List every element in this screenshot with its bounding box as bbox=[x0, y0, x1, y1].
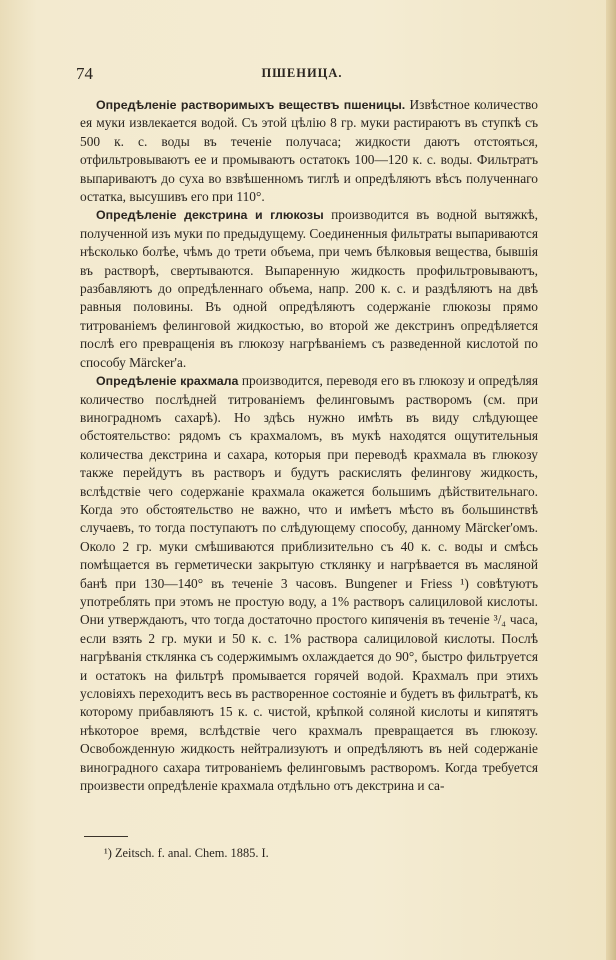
paragraph-dextrin-glucose bbox=[80, 206, 538, 372]
paragraph-soluble-substances bbox=[80, 96, 538, 206]
running-title: ПШЕНИЦА. bbox=[261, 66, 343, 80]
footnote: ¹) Zeitsch. f. anal. Chem. 1885. I. bbox=[104, 846, 269, 860]
paragraph-body: производится въ водной вытяжкѣ, полученной изъ муки по предыдущему. Соединенныя фильтраты выпариваются нѣсколько болѣе, чѣмъ до трети объема, при чемъ бѣлковыя вещества, бывшія въ растворѣ, свертываются. Выпаренную жидкость профильтровываютъ, разбавляютъ до опредѣленнаго объема, напр. 200 к. с. и раздѣляютъ на двѣ равныя половины. Въ одной опредѣляютъ содержаніе глюкозы прямо титрованіемъ фелинговой жидкостью, во второй же декстринъ опредѣляется послѣ его превращенія въ глюкозу нагрѣваніемъ съ разведенной кислотой по способу Märcker'а. bbox=[80, 207, 538, 370]
paragraph-lead: Опредѣленіе растворимыхъ веществъ пшеницы. bbox=[96, 98, 406, 112]
footnote-rule bbox=[84, 836, 128, 837]
page-header bbox=[76, 64, 528, 86]
paragraph-starch bbox=[80, 372, 538, 795]
paragraph-lead: Опредѣленіе декстрина и глюкозы bbox=[96, 208, 324, 223]
page-number: 74 bbox=[76, 64, 93, 83]
page-edge bbox=[606, 0, 616, 960]
paragraph-body: производится, переводя его въ глюкозу и опредѣляя количество послѣдней титрованіемъ фелинговымъ растворомъ (см. при виноградномъ сахарѣ). Но здѣсь нужно имѣть въ виду слѣдующее обстоятельство: рядомъ съ крахмаломъ, въ мукѣ находятся ощутительныя количества декстрина и сахара, которыя при переводѣ крахмала въ глюкозу также перейдутъ въ растворъ и будутъ раскислять фелингову жидкость, вслѣдствіе чего содержаніе крахмала окажется большимъ дѣйствительнаго. Когда это обстоятельство не важно, что и имѣетъ мѣсто въ большинствѣ случаевъ, то тогда поступаютъ по слѣдующему способу, данному Märcker'омъ. Около 2 гр. муки смѣшиваются приблизительно съ 40 к. с. воды и смѣсь помѣщается въ герметически закрытую стклянку и нагрѣвается въ масляной банѣ при 130—140° въ теченіе 3 часовъ. Bungener и Friess ¹) совѣтуютъ употреблять при этомъ не простую воду, а 1% растворъ салициловой кислоты. Они утверждаютъ, что тогда достаточно простого кипяченія въ теченіе ³/₄ часа, если взять 2 гр. муки и 50 к. с. 1% раствора салициловой кислоты. Послѣ нагрѣванія стклянка съ содержимымъ охлаждается до 90°, быстро фильтруется и остатокъ на фильтрѣ промывается горячей водой. Крахмалъ при этихъ условіяхъ переходитъ весь въ растворенное состояніе и будетъ въ фильтратѣ, къ которому прибавляютъ 15 к. с. чистой, крѣпкой соляной кислоты и кипятятъ нѣкоторое время, вслѣдствіе чего крахмалъ превращается въ глюкозу. Освобожденную жидкость нейтрализуютъ и опредѣляютъ въ ней содержаніе виноградного сахара титрованіемъ фелинговымъ растворомъ. Когда требуется произвести опредѣленіе крахмала отдѣльно отъ декстрина и са- bbox=[80, 373, 538, 794]
paragraph-lead: Опредѣленіе крахмала bbox=[96, 374, 239, 389]
body-text bbox=[80, 96, 538, 795]
paragraph-body: Извѣстное количество ея муки извлекается водой. Съ этой цѣлію 8 гр. муки растираютъ въ ступкѣ съ 500 к. с. воды въ теченіе получаса; жидкости даютъ отстояться, отфильтровываютъ ее и промываютъ остатокъ 100—120 к. с. воды. Фильтратъ выпариваютъ до суха во взвѣшенномъ тиглѣ и опредѣляютъ вѣсъ полученнаго остатка, высушивъ его при 110°. bbox=[80, 97, 538, 205]
